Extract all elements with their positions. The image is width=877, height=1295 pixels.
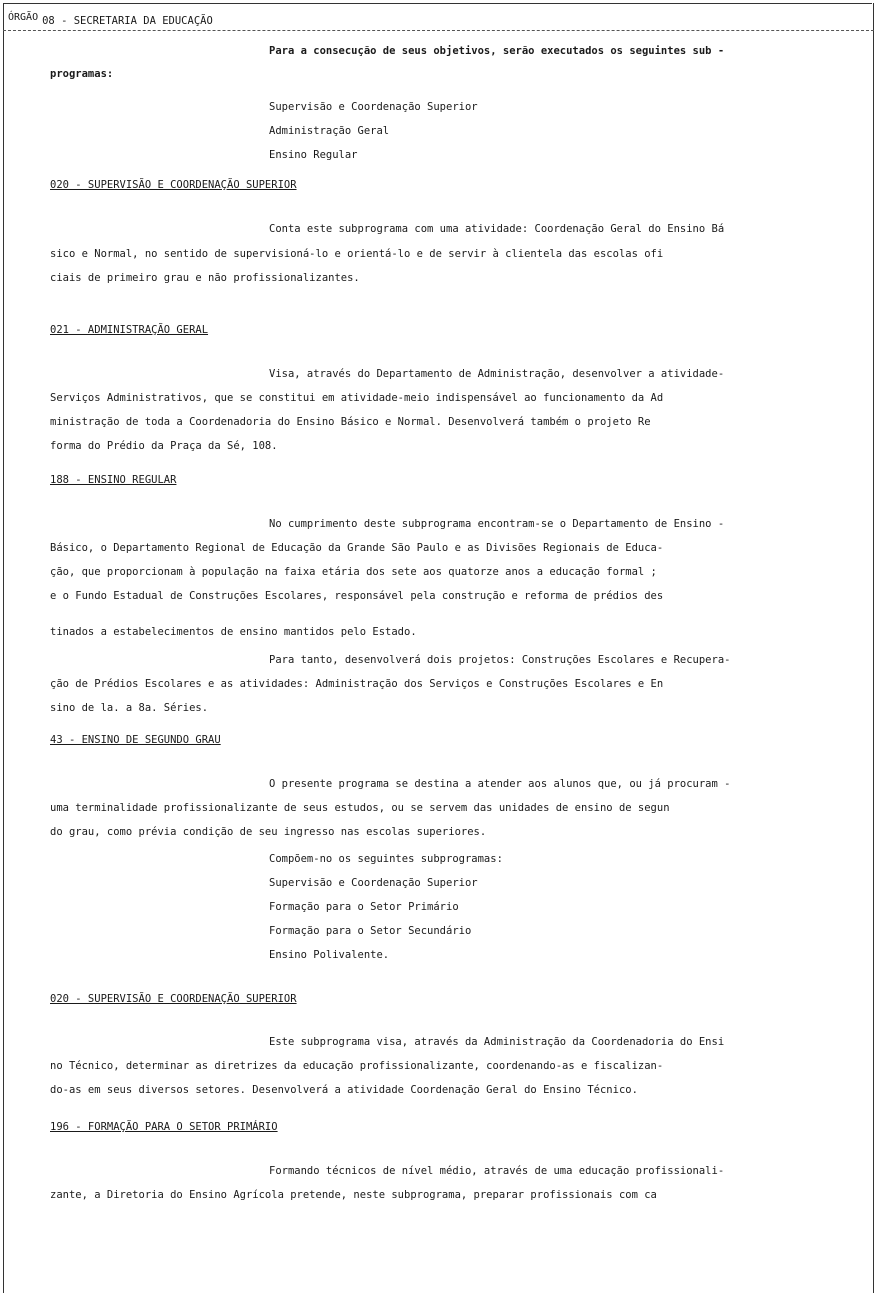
orgao-label: ÓRGÃO bbox=[8, 12, 39, 23]
text-line: do-as em seus diversos setores. Desenvolverá a atividade Coordenação Geral do Ensino Técnico. bbox=[50, 1084, 638, 1096]
orgao-title: 08 - SECRETARIA DA EDUCAÇÃO bbox=[42, 15, 213, 27]
text-line: do grau, como prévia condição de seu ingresso nas escolas superiores. bbox=[50, 826, 487, 838]
text-line: No cumprimento deste subprograma encontram-se o Departamento de Ensino - bbox=[269, 518, 725, 530]
section-heading: 196 - FORMAÇÃO PARA O SETOR PRIMÁRIO bbox=[50, 1121, 278, 1133]
text-line: Formação para o Setor Primário bbox=[269, 901, 459, 913]
text-line: O presente programa se destina a atender aos alunos que, ou já procuram - bbox=[269, 778, 731, 790]
section-heading: 021 - ADMINISTRAÇÃO GERAL bbox=[50, 324, 209, 336]
text-line: Ensino Regular bbox=[269, 149, 358, 161]
text-line: programas: bbox=[50, 68, 114, 80]
section-heading: 020 - SUPERVISÃO E COORDENAÇÃO SUPERIOR bbox=[50, 179, 297, 191]
text-line: Visa, através do Departamento de Administração, desenvolver a atividade- bbox=[269, 368, 725, 380]
text-line: no Técnico, determinar as diretrizes da educação profissionalizante, coordenando-as e fiscalizan- bbox=[50, 1060, 664, 1072]
text-line: sico e Normal, no sentido de supervisioná-lo e orientá-lo e de servir à clientela das escolas ofi bbox=[50, 248, 664, 260]
text-line: Serviços Administrativos, que se constitui em atividade-meio indispensável ao funcionamento da Ad bbox=[50, 392, 664, 404]
text-line: forma do Prédio da Praça da Sé, 108. bbox=[50, 440, 278, 452]
text-line: sino de la. a 8a. Séries. bbox=[50, 702, 209, 714]
text-line: Para tanto, desenvolverá dois projetos: Construções Escolares e Recupera- bbox=[269, 654, 731, 666]
text-line: Para a consecução de seus objetivos, serão executados os seguintes sub - bbox=[269, 45, 725, 57]
text-line: Básico, o Departamento Regional de Educação da Grande São Paulo e as Divisões Regionais de Educa- bbox=[50, 542, 664, 554]
text-line: Este subprograma visa, através da Administração da Coordenadoria do Ensi bbox=[269, 1036, 725, 1048]
text-line: ção, que proporcionam à população na faixa etária dos sete aos quatorze anos a educação formal ; bbox=[50, 566, 657, 578]
text-line: uma terminalidade profissionalizante de seus estudos, ou se servem das unidades de ensino de segun bbox=[50, 802, 670, 814]
text-line: ciais de primeiro grau e não profissionalizantes. bbox=[50, 272, 360, 284]
text-line: ção de Prédios Escolares e as atividades: Administração dos Serviços e Construções Escolares e En bbox=[50, 678, 664, 690]
text-line: ministração de toda a Coordenadoria do Ensino Básico e Normal. Desenvolverá também o projeto Re bbox=[50, 416, 651, 428]
text-line: tinados a estabelecimentos de ensino mantidos pelo Estado. bbox=[50, 626, 417, 638]
text-line: Ensino Polivalente. bbox=[269, 949, 390, 961]
text-line: Compõem-no os seguintes subprogramas: bbox=[269, 853, 503, 865]
text-line: Supervisão e Coordenação Superior bbox=[269, 877, 478, 889]
text-line: Administração Geral bbox=[269, 125, 390, 137]
text-line: Conta este subprograma com uma atividade: Coordenação Geral do Ensino Bá bbox=[269, 223, 725, 235]
text-line: e o Fundo Estadual de Construções Escolares, responsável pela construção e reforma de prédios des bbox=[50, 590, 664, 602]
section-heading: 188 - ENSINO REGULAR bbox=[50, 474, 177, 486]
text-line: Formando técnicos de nível médio, através de uma educação profissionali- bbox=[269, 1165, 725, 1177]
text-line: Formação para o Setor Secundário bbox=[269, 925, 472, 937]
section-heading: 43 - ENSINO DE SEGUNDO GRAU bbox=[50, 734, 221, 746]
section-heading: 020 - SUPERVISÃO E COORDENAÇÃO SUPERIOR bbox=[50, 993, 297, 1005]
text-line: Supervisão e Coordenação Superior bbox=[269, 101, 478, 113]
text-line: zante, a Diretoria do Ensino Agrícola pretende, neste subprograma, preparar profissionais com ca bbox=[50, 1189, 657, 1201]
